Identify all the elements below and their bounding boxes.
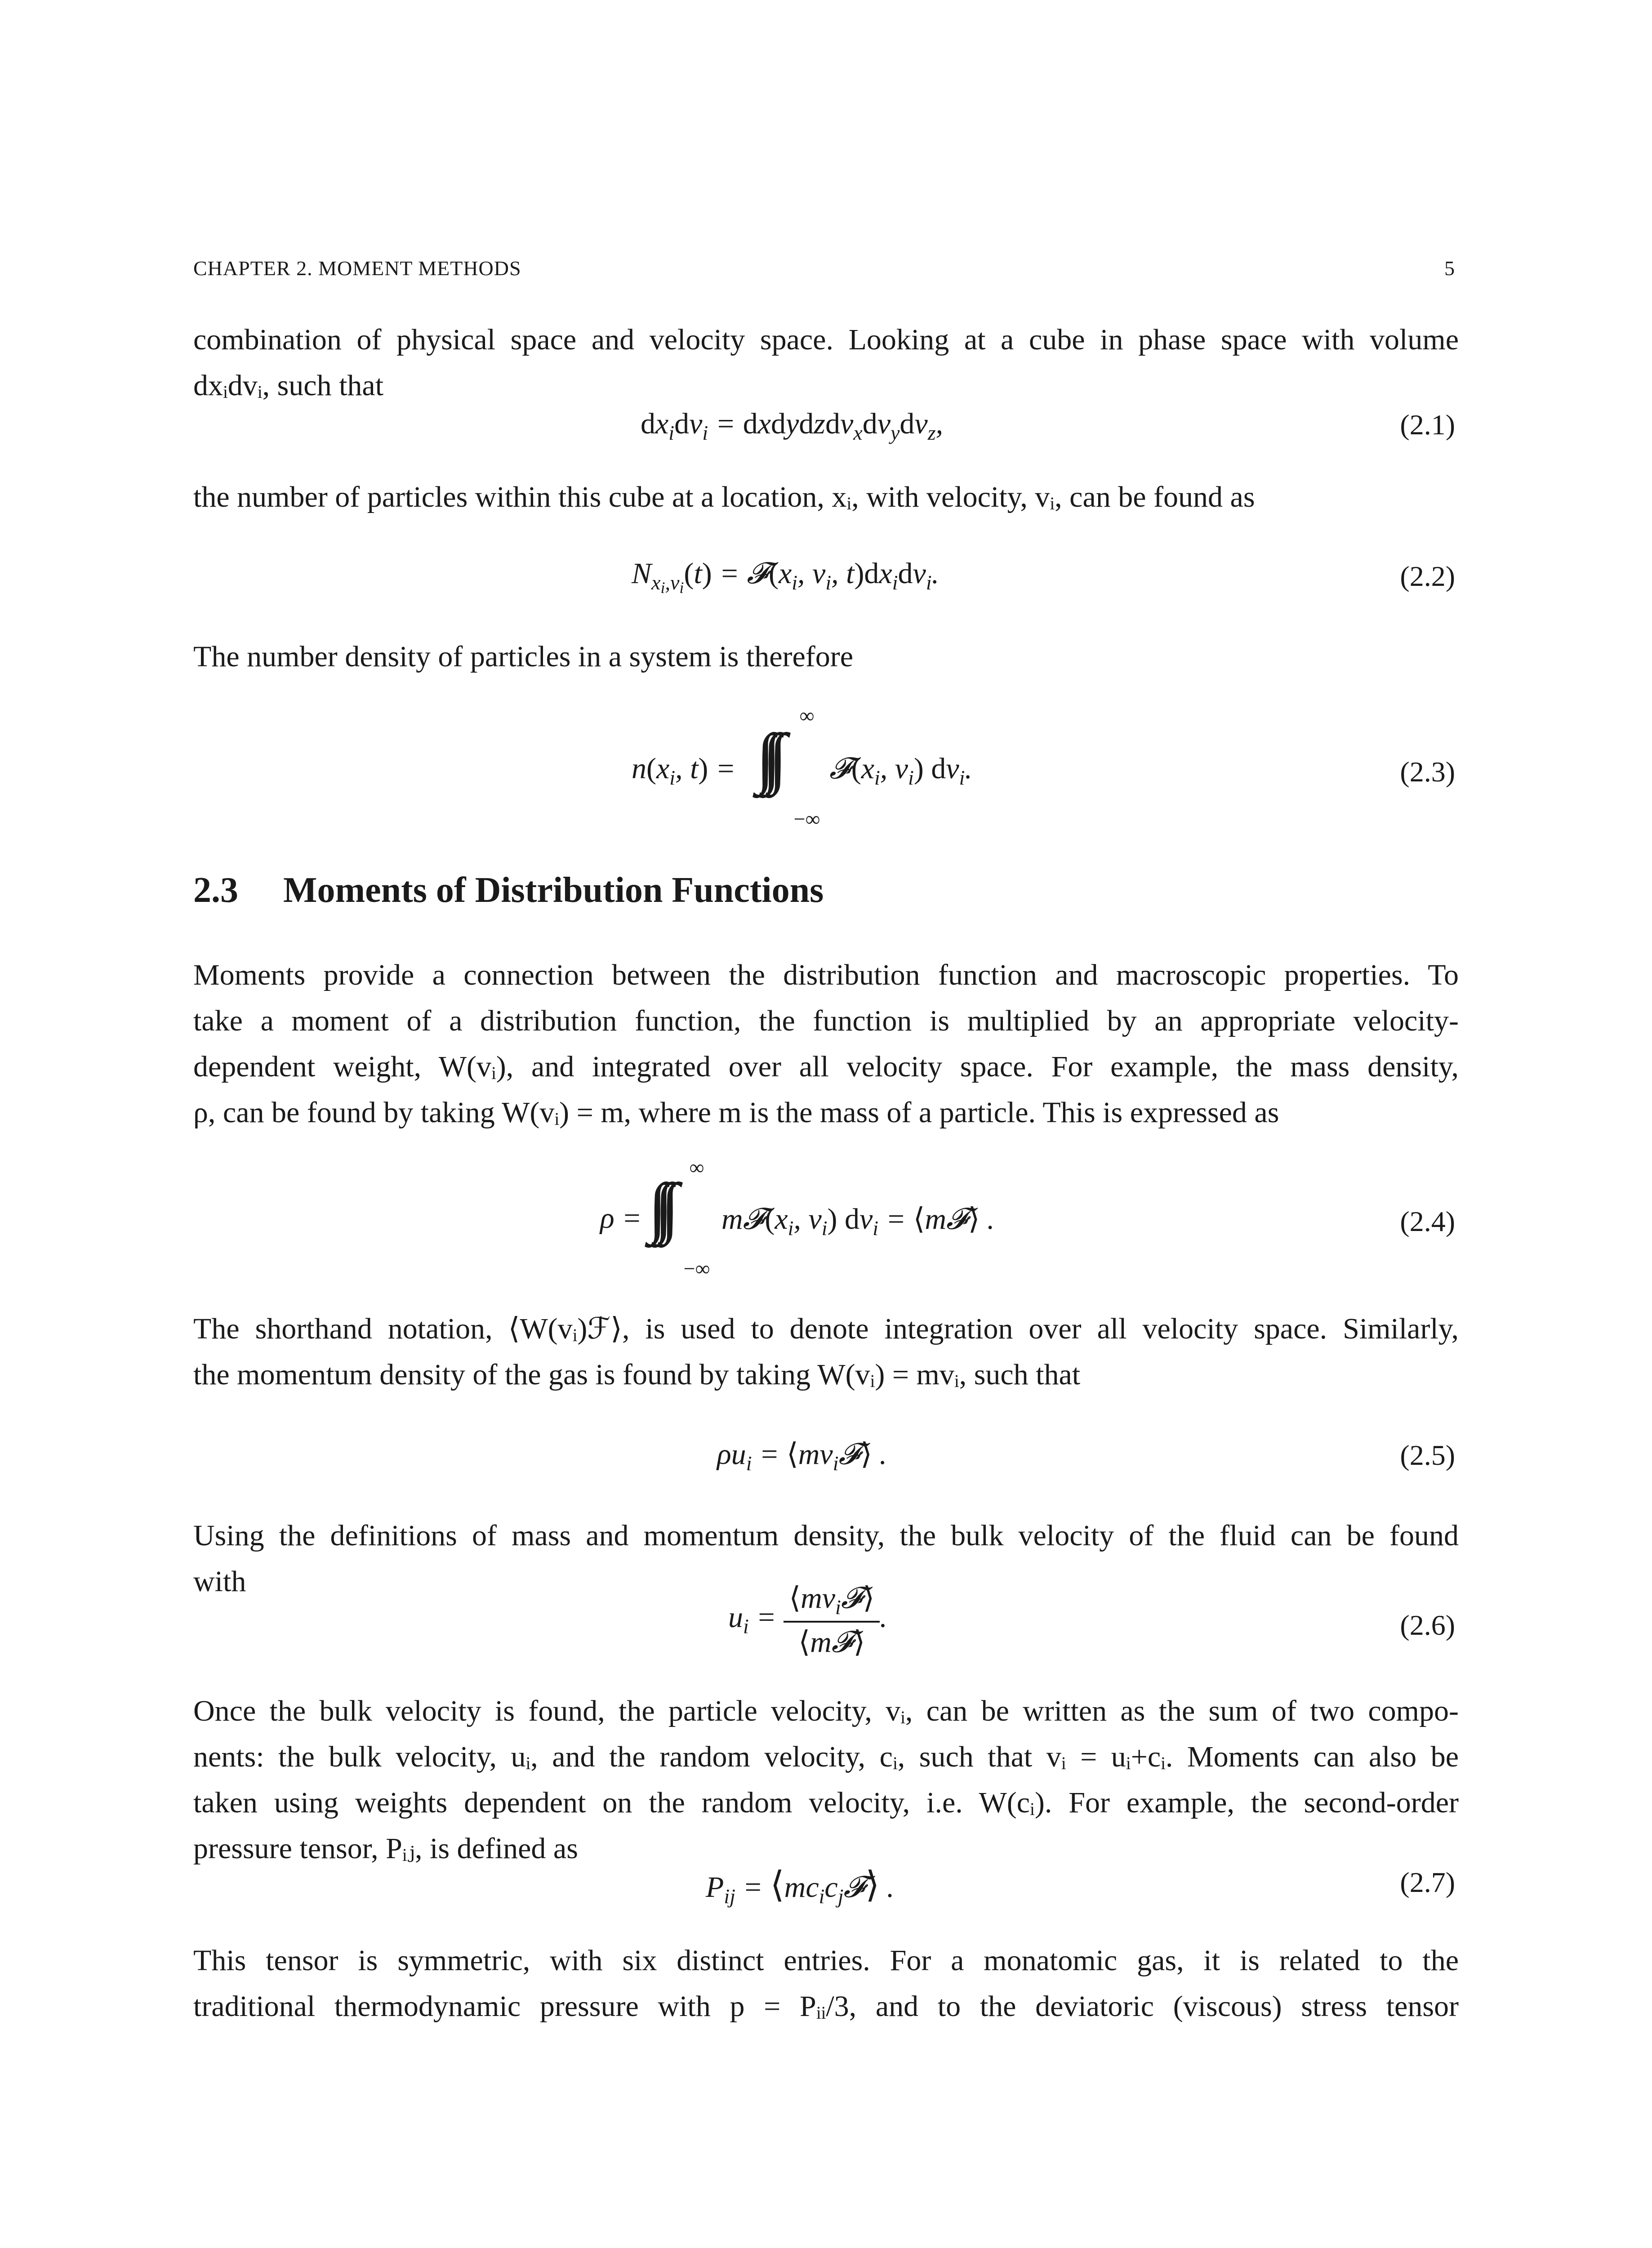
paragraph-line: traditional thermodynamic pressure with p = Pᵢᵢ/3, and to the deviatoric (viscous) stress tensor xyxy=(193,1990,1459,2023)
paragraph-tensor xyxy=(193,1938,1459,2029)
fraction: $\frac{⟨mv_i𝓕⟩}{\text{⟨m𝓕⟩}}$ xyxy=(784,1580,880,1660)
equation-2-7: $P_{ij}$ = $⟨mc_ic_j𝓕⟩$ . xyxy=(706,1865,895,1908)
paragraph-intro xyxy=(193,317,1459,409)
section-heading xyxy=(193,870,824,911)
equation-2-6: $u_i$ = $\frac{⟨mv_i𝓕⟩}{\text{⟨m𝓕⟩}}$ . xyxy=(728,1580,887,1660)
paragraph-moments xyxy=(193,952,1459,1136)
paragraph-line: Using the definitions of mass and momentum density, the bulk velocity of the fluid can be found xyxy=(193,1519,1459,1552)
paragraph-line: Moments provide a connection between the distribution function and macroscopic properties. To xyxy=(193,959,1459,991)
paragraph-line: ρ, can be found by taking W(vᵢ) = m, where m is the mass of a particle. This is expressed as xyxy=(193,1096,1279,1129)
equation-number: (2.7) xyxy=(1400,1866,1455,1898)
equation-number: (2.2) xyxy=(1400,560,1455,592)
section-title: Moments of Distribution Functions xyxy=(283,870,824,910)
paragraph-number-density xyxy=(193,634,1459,680)
paragraph-shorthand xyxy=(193,1306,1459,1398)
equation-2-5: $\rho u_i$ = $⟨mv_i𝓕⟩$ . xyxy=(717,1438,887,1475)
paragraph-line: Once the bulk velocity is found, the particle velocity, vᵢ, can be written as the sum of two compo- xyxy=(193,1695,1459,1727)
section-number: 2.3 xyxy=(193,870,238,910)
paragraph-line: the momentum density of the gas is found by taking W(vᵢ) = mvᵢ, such that xyxy=(193,1358,1081,1391)
paragraph-line: nents: the bulk velocity, uᵢ, and the random velocity, cᵢ, such that vᵢ = uᵢ+cᵢ. Moments can also be xyxy=(193,1740,1459,1773)
equation-number: (2.4) xyxy=(1400,1205,1455,1237)
paragraph-line: dependent weight, W(vᵢ), and integrated over all velocity space. For example, the mass density, xyxy=(193,1050,1459,1083)
paragraph-line: pressure tensor, Pᵢⱼ, is defined as xyxy=(193,1832,578,1865)
paragraph-line: The number density of particles in a system is therefore xyxy=(193,640,854,673)
running-header-chapter: CHAPTER 2. MOMENT METHODS xyxy=(193,257,521,280)
equation-2-2: $N_{xi,vi}(t)$ = $𝓕(x_i$, $v_i$, $t)dx_idv_i$. xyxy=(632,557,940,597)
lower-limit: −∞ xyxy=(683,1257,710,1280)
equation-2-1: $dx_idv_i$ = $dxdydzdv_xdv_ydv_z$, xyxy=(641,407,944,444)
paragraph-particles xyxy=(193,474,1459,520)
paragraph-line: This tensor is symmetric, with six distinct entries. For a monatomic gas, it is related to the xyxy=(193,1944,1459,1977)
equation-number: (2.3) xyxy=(1400,756,1455,788)
paragraph-line: the number of particles within this cube at a location, xᵢ, with velocity, vᵢ, can be found as xyxy=(193,481,1255,513)
equation-2-4-rhs: $m𝓕(x_i$, $v_i$) $dv_i$ = ⟨m𝓕⟩ . xyxy=(721,1203,995,1240)
equation-2-3-rhs: $𝓕(x_i$, $v_i$) $dv_i$. xyxy=(829,752,972,789)
equation-2-4-lhs: ρ = xyxy=(600,1202,642,1235)
paragraph-line: The shorthand notation, ⟨W(vᵢ)ℱ⟩, is used to denote integration over all velocity space. Similarly, xyxy=(193,1312,1459,1345)
paragraph-line: combination of physical space and velocity space. Looking at a cube in phase space with volume xyxy=(193,323,1459,356)
lower-limit: −∞ xyxy=(793,807,820,830)
paragraph-line: with xyxy=(193,1565,246,1598)
paragraph-line: take a moment of a distribution function, the function is multiplied by an appropriate velocity- xyxy=(193,1004,1459,1037)
equation-2-3-lhs: $n(x_i$, t) = xyxy=(632,752,736,789)
paragraph-line: dxᵢdvᵢ, such that xyxy=(193,369,384,402)
page-number: 5 xyxy=(1444,257,1455,280)
equation-number: (2.1) xyxy=(1400,409,1455,441)
paragraph-random-velocity xyxy=(193,1688,1459,1872)
upper-limit: ∞ xyxy=(799,704,815,727)
equation-number: (2.6) xyxy=(1400,1609,1455,1641)
paragraph-line: taken using weights dependent on the random velocity, i.e. W(cᵢ). For example, the second-order xyxy=(193,1786,1459,1819)
upper-limit: ∞ xyxy=(689,1156,704,1179)
equation-number: (2.5) xyxy=(1400,1439,1455,1471)
